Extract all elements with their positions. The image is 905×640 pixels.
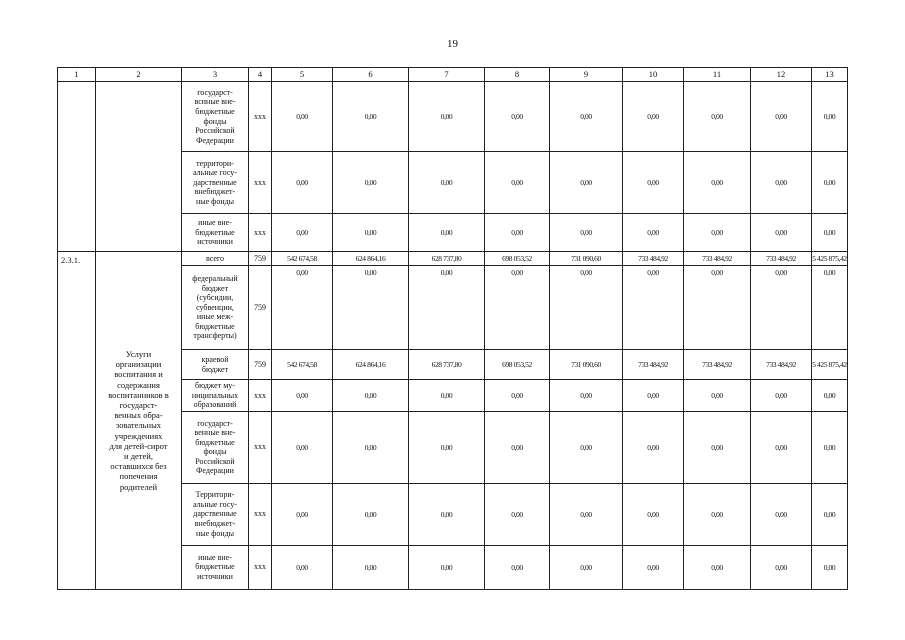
value-cell: 733 484,92 xyxy=(684,350,751,380)
value-cell: 0,00 xyxy=(550,214,623,252)
value-cell: 0,00 xyxy=(751,152,812,214)
row-code: 759 xyxy=(249,266,272,350)
value-cell: 0,00 xyxy=(333,266,409,350)
row-label: территори- альные госу- дарственные внебюджет- ные фонды xyxy=(182,152,249,214)
value-cell: 0,00 xyxy=(333,483,409,545)
value-cell: 0,00 xyxy=(751,483,812,545)
empty-index-cell xyxy=(58,82,96,252)
value-cell: 0,00 xyxy=(550,411,623,483)
page-number: 19 xyxy=(447,38,458,50)
row-label: бюджет му- ниципальных образований xyxy=(182,380,249,412)
value-cell: 0,00 xyxy=(485,214,550,252)
value-cell: 733 484,92 xyxy=(623,252,684,266)
value-cell: 0,00 xyxy=(623,266,684,350)
value-cell: 0,00 xyxy=(333,380,409,412)
value-cell: 0,00 xyxy=(272,483,333,545)
row-code: 759 xyxy=(249,252,272,266)
value-cell: 0,00 xyxy=(623,483,684,545)
value-cell: 0,00 xyxy=(333,411,409,483)
value-cell: 0,00 xyxy=(812,266,848,350)
value-cell: 0,00 xyxy=(409,545,485,589)
value-cell: 0,00 xyxy=(751,380,812,412)
value-cell: 0,00 xyxy=(272,152,333,214)
value-cell: 0,00 xyxy=(623,214,684,252)
value-cell: 0,00 xyxy=(409,411,485,483)
value-cell: 0,00 xyxy=(409,152,485,214)
value-cell: 733 484,92 xyxy=(751,350,812,380)
value-cell: 0,00 xyxy=(333,82,409,152)
value-cell: 0,00 xyxy=(272,266,333,350)
table-row xyxy=(58,252,848,266)
header-cell: 3 xyxy=(182,68,249,82)
value-cell: 733 484,92 xyxy=(623,350,684,380)
header-cell: 12 xyxy=(751,68,812,82)
row-label: государст- венные вне- бюджетные фонды Российской Федерации xyxy=(182,411,249,483)
value-cell: 0,00 xyxy=(333,152,409,214)
value-cell: 0,00 xyxy=(623,545,684,589)
row-code: ххх xyxy=(249,411,272,483)
row-code: ххх xyxy=(249,82,272,152)
empty-description-cell xyxy=(96,82,182,252)
value-cell: 0,00 xyxy=(409,380,485,412)
row-code: ххх xyxy=(249,483,272,545)
value-cell: 0,00 xyxy=(812,82,848,152)
value-cell: 0,00 xyxy=(812,545,848,589)
row-code: ххх xyxy=(249,380,272,412)
value-cell: 0,00 xyxy=(550,152,623,214)
row-label: иные вне- бюджетные источники xyxy=(182,214,249,252)
value-cell: 731 090,60 xyxy=(550,350,623,380)
header-cell: 13 xyxy=(812,68,848,82)
value-cell: 0,00 xyxy=(751,411,812,483)
header-cell: 10 xyxy=(623,68,684,82)
row-label: иные вне- бюджетные источники xyxy=(182,545,249,589)
value-cell: 0,00 xyxy=(684,545,751,589)
value-cell: 0,00 xyxy=(550,545,623,589)
table-row xyxy=(58,82,848,152)
header-cell: 2 xyxy=(96,68,182,82)
value-cell: 0,00 xyxy=(409,266,485,350)
value-cell: 0,00 xyxy=(485,483,550,545)
value-cell: 0,00 xyxy=(409,214,485,252)
value-cell: 0,00 xyxy=(485,152,550,214)
value-cell: 0,00 xyxy=(812,411,848,483)
value-cell: 733 484,92 xyxy=(751,252,812,266)
value-cell: 542 674,58 xyxy=(272,350,333,380)
value-cell: 5 425 875,42 xyxy=(812,350,848,380)
header-cell: 7 xyxy=(409,68,485,82)
header-cell: 9 xyxy=(550,68,623,82)
value-cell: 628 737,80 xyxy=(409,252,485,266)
value-cell: 0,00 xyxy=(684,380,751,412)
value-cell: 0,00 xyxy=(333,214,409,252)
value-cell: 0,00 xyxy=(485,82,550,152)
value-cell: 0,00 xyxy=(550,483,623,545)
value-cell: 624 864,16 xyxy=(333,252,409,266)
value-cell: 5 425 875,42 xyxy=(812,252,848,266)
item-description: Услуги организации воспитания и содержания воспитанников в государст- венных обра- зовательных учреждениях для детей-сирот и детей, оставшихся без попечения родителей xyxy=(96,252,182,590)
value-cell: 0,00 xyxy=(684,266,751,350)
value-cell: 0,00 xyxy=(812,152,848,214)
value-cell: 0,00 xyxy=(272,214,333,252)
value-cell: 0,00 xyxy=(684,483,751,545)
value-cell: 0,00 xyxy=(409,483,485,545)
value-cell: 0,00 xyxy=(272,545,333,589)
value-cell: 0,00 xyxy=(272,380,333,412)
value-cell: 542 674,58 xyxy=(272,252,333,266)
value-cell: 0,00 xyxy=(623,152,684,214)
row-label: государст- всиные вне- бюджетные фонды Российской Федерации xyxy=(182,82,249,152)
budget-table xyxy=(57,67,848,590)
row-label: федеральный бюджет (субсидии, субвенции, иные меж- бюджетные трансферты) xyxy=(182,266,249,350)
row-label: краевой бюджет xyxy=(182,350,249,380)
row-code: ххх xyxy=(249,152,272,214)
value-cell: 0,00 xyxy=(550,380,623,412)
value-cell: 731 090,60 xyxy=(550,252,623,266)
value-cell: 0,00 xyxy=(272,82,333,152)
header-cell: 8 xyxy=(485,68,550,82)
value-cell: 0,00 xyxy=(812,483,848,545)
value-cell: 0,00 xyxy=(485,545,550,589)
value-cell: 0,00 xyxy=(751,214,812,252)
row-code: 759 xyxy=(249,350,272,380)
value-cell: 0,00 xyxy=(485,380,550,412)
value-cell: 698 053,52 xyxy=(485,252,550,266)
row-code: ххх xyxy=(249,545,272,589)
value-cell: 0,00 xyxy=(684,82,751,152)
value-cell: 628 737,80 xyxy=(409,350,485,380)
value-cell: 0,00 xyxy=(751,266,812,350)
value-cell: 0,00 xyxy=(684,152,751,214)
item-index: 2.3.1. xyxy=(58,252,96,590)
value-cell: 0,00 xyxy=(550,266,623,350)
row-label: Территори- альные госу- дарственные внебюджет- ные фонды xyxy=(182,483,249,545)
value-cell: 0,00 xyxy=(812,214,848,252)
value-cell: 0,00 xyxy=(623,380,684,412)
row-code: ххх xyxy=(249,214,272,252)
header-cell: 1 xyxy=(58,68,96,82)
value-cell: 0,00 xyxy=(485,266,550,350)
value-cell: 0,00 xyxy=(684,214,751,252)
value-cell: 0,00 xyxy=(623,411,684,483)
value-cell: 0,00 xyxy=(272,411,333,483)
value-cell: 624 864,16 xyxy=(333,350,409,380)
value-cell: 0,00 xyxy=(485,411,550,483)
header-row xyxy=(58,68,848,82)
header-cell: 11 xyxy=(684,68,751,82)
value-cell: 0,00 xyxy=(751,82,812,152)
value-cell: 0,00 xyxy=(751,545,812,589)
value-cell: 0,00 xyxy=(409,82,485,152)
row-label: всего xyxy=(182,252,249,266)
header-cell: 6 xyxy=(333,68,409,82)
value-cell: 0,00 xyxy=(812,380,848,412)
value-cell: 0,00 xyxy=(684,411,751,483)
value-cell: 0,00 xyxy=(333,545,409,589)
value-cell: 0,00 xyxy=(550,82,623,152)
value-cell: 698 053,52 xyxy=(485,350,550,380)
header-cell: 4 xyxy=(249,68,272,82)
value-cell: 0,00 xyxy=(623,82,684,152)
value-cell: 733 484,92 xyxy=(684,252,751,266)
header-cell: 5 xyxy=(272,68,333,82)
